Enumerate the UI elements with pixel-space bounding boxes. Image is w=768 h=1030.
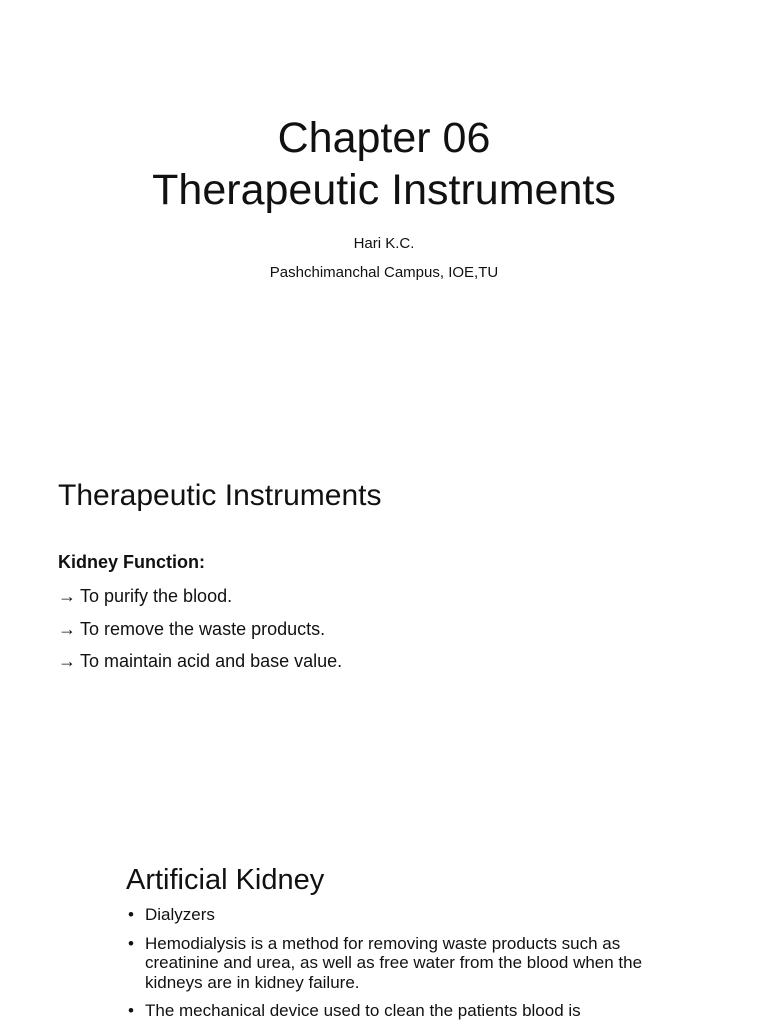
- arrow-icon: →: [58, 586, 76, 606]
- list-item-text: To purify the blood.: [80, 586, 233, 606]
- list-item: [126, 905, 646, 925]
- list-item-text: Hemodialysis is a method for removing waste products such as creatinine and urea, as well as free water from the blood when the kidneys are in kidney failure.: [145, 933, 643, 992]
- bullet-icon: •: [128, 933, 134, 953]
- list-item-text: Dialyzers: [145, 905, 215, 924]
- bullet-icon: •: [128, 905, 134, 924]
- title-slide: [0, 0, 768, 420]
- title-line-topic: Therapeutic Instruments: [152, 166, 616, 214]
- kidney-function-slide: [0, 440, 768, 800]
- kidney-function-list: [58, 580, 342, 678]
- list-item: [126, 934, 646, 993]
- affiliation: Pashchimanchal Campus, IOE,TU: [269, 264, 499, 281]
- author-name: Hari K.C.: [353, 235, 415, 252]
- list-item-text: The mechanical device used to clean the patients blood is: [145, 1001, 581, 1020]
- title-line-chapter: Chapter 06: [277, 114, 491, 162]
- list-item: [58, 645, 342, 678]
- slide-heading: Therapeutic Instruments: [58, 479, 382, 512]
- list-item: [58, 580, 342, 613]
- arrow-icon: →: [58, 618, 76, 639]
- list-item: [126, 1001, 646, 1021]
- bullet-icon: •: [128, 1001, 134, 1020]
- list-item-text: To maintain acid and base value.: [80, 651, 343, 671]
- bullet-list: [126, 905, 646, 1030]
- list-item-text: To remove the waste products.: [80, 618, 326, 639]
- slide-heading: Artificial Kidney: [126, 864, 325, 896]
- artificial-kidney-slide: [0, 830, 768, 1024]
- slide-title: [0, 112, 768, 216]
- list-item: [58, 613, 342, 646]
- kidney-function-label: Kidney Function:: [58, 552, 205, 572]
- slide-subtitle: [0, 229, 768, 287]
- arrow-icon: →: [58, 651, 76, 671]
